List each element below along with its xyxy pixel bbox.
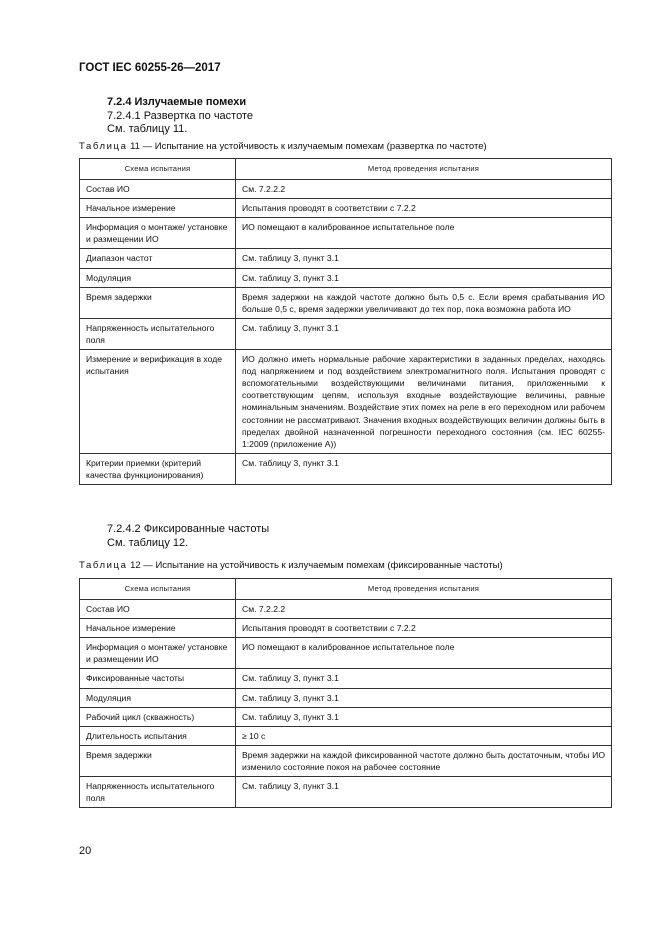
table-row — [80, 707, 612, 726]
cell-method: См. таблицу 3, пункт 3.1 — [236, 453, 612, 484]
cell-scheme: Напряженность испытательного поля — [80, 777, 236, 808]
cell-scheme: Модуляция — [80, 268, 236, 287]
table-row — [80, 180, 612, 199]
cell-method: См. 7.2.2.2 — [236, 180, 612, 199]
cell-method: См. таблицу 3, пункт 3.1 — [236, 268, 612, 287]
table-12-body — [80, 600, 612, 808]
cell-scheme: Информация о монтаже/ установке и размещении ИО — [80, 218, 236, 249]
table-row — [80, 287, 612, 318]
cell-scheme: Рабочий цикл (скважность) — [80, 707, 236, 726]
cell-scheme: Диапазон частот — [80, 249, 236, 268]
cell-scheme: Время задержки — [80, 287, 236, 318]
table-11-body — [80, 180, 612, 485]
table-row — [80, 688, 612, 707]
table-caption-text: 11 — Испытание на устойчивость к излучаемым помехам (развертка по частоте) — [130, 141, 487, 152]
table-row — [80, 218, 612, 249]
cell-scheme: Измерение и верификация в ходе испытания — [80, 350, 236, 454]
column-header-scheme: Схема испытания — [80, 159, 236, 180]
table-caption-label: Таблица — [79, 141, 128, 152]
table-row — [80, 638, 612, 669]
table-row — [80, 350, 612, 454]
table-row — [80, 726, 612, 745]
cell-method: Испытания проводят в соответствии с 7.2.2 — [236, 619, 612, 638]
cell-method: См. таблицу 3, пункт 3.1 — [236, 669, 612, 688]
document-header: ГОСТ IEC 60255-26—2017 — [79, 62, 221, 74]
column-header-scheme: Схема испытания — [80, 579, 236, 600]
table-row — [80, 745, 612, 776]
cell-method: См. 7.2.2.2 — [236, 600, 612, 619]
table-row — [80, 619, 612, 638]
table-caption-11 — [79, 141, 487, 152]
table-header-row — [80, 159, 612, 180]
table-row — [80, 600, 612, 619]
column-header-method: Метод проведения испытания — [236, 159, 612, 180]
table-row — [80, 777, 612, 808]
table-12 — [79, 578, 612, 808]
table-11 — [79, 158, 612, 485]
table-caption-12 — [79, 560, 503, 571]
cell-scheme: Начальное измерение — [80, 619, 236, 638]
cell-method: См. таблицу 3, пункт 3.1 — [236, 777, 612, 808]
cell-method: ≥ 10 с — [236, 726, 612, 745]
table-row — [80, 453, 612, 484]
table-reference-11: См. таблицу 11. — [107, 123, 188, 135]
table-caption-text: 12 — Испытание на устойчивость к излучаемым помехам (фиксированные частоты) — [130, 560, 503, 571]
cell-method: См. таблицу 3, пункт 3.1 — [236, 318, 612, 349]
table-caption-label: Таблица — [79, 560, 128, 571]
cell-method: ИО должно иметь нормальные рабочие характеристики в заданных пределах, находясь под напряжением и под воздействием электромагнитного поля. Испытания проводят с вспомогательными воздействующими величинами питания, приложенными к соответствующим цепям, используя входные воздействующие величины, равные номинальным значениям. Воздействие этих помех на реле в его переходном или рабочем состоянии не рассматривают. Значения входных воздействующих величин должны быть в пределах двойной назначенной погрешности переходного состояния (см. IEC 60255-1:2009 (приложение А)) — [236, 350, 612, 454]
table-reference-12: См. таблицу 12. — [107, 537, 189, 549]
column-header-method: Метод проведения испытания — [236, 579, 612, 600]
cell-scheme: Критерии приемки (критерий качества функционирования) — [80, 453, 236, 484]
cell-scheme: Состав ИО — [80, 600, 236, 619]
cell-method: См. таблицу 3, пункт 3.1 — [236, 249, 612, 268]
cell-method: Испытания проводят в соответствии с 7.2.2 — [236, 199, 612, 218]
cell-scheme: Фиксированные частоты — [80, 669, 236, 688]
cell-scheme: Информация о монтаже/ установке и размещении ИО — [80, 638, 236, 669]
cell-scheme: Модуляция — [80, 688, 236, 707]
cell-scheme: Длительность испытания — [80, 726, 236, 745]
cell-scheme: Время задержки — [80, 745, 236, 776]
cell-scheme: Начальное измерение — [80, 199, 236, 218]
table-row — [80, 199, 612, 218]
cell-method: Время задержки на каждой частоте должно быть 0,5 с. Если время срабатывания ИО больше 0,5 с, время задержки увеличивают до тех пор, пока возможна работа ИО — [236, 287, 612, 318]
table-row — [80, 268, 612, 287]
table-row — [80, 318, 612, 349]
cell-method: См. таблицу 3, пункт 3.1 — [236, 707, 612, 726]
cell-method: ИО помещают в калиброванное испытательное поле — [236, 638, 612, 669]
subsection-title-fixed: 7.2.4.2 Фиксированные частоты — [107, 523, 270, 535]
cell-method: См. таблицу 3, пункт 3.1 — [236, 688, 612, 707]
table-row — [80, 669, 612, 688]
cell-scheme: Состав ИО — [80, 180, 236, 199]
cell-method: ИО помещают в калиброванное испытательное поле — [236, 218, 612, 249]
cell-scheme: Напряженность испытательного поля — [80, 318, 236, 349]
table-row — [80, 249, 612, 268]
table-header-row — [80, 579, 612, 600]
cell-method: Время задержки на каждой фиксированной частоте должно быть достаточным, чтобы ИО изменило состояние покоя на рабочее состояние — [236, 745, 612, 776]
section-title: 7.2.4 Излучаемые помехи — [107, 96, 247, 108]
page-number: 20 — [79, 845, 92, 857]
subsection-title-sweep: 7.2.4.1 Развертка по частоте — [107, 110, 253, 122]
